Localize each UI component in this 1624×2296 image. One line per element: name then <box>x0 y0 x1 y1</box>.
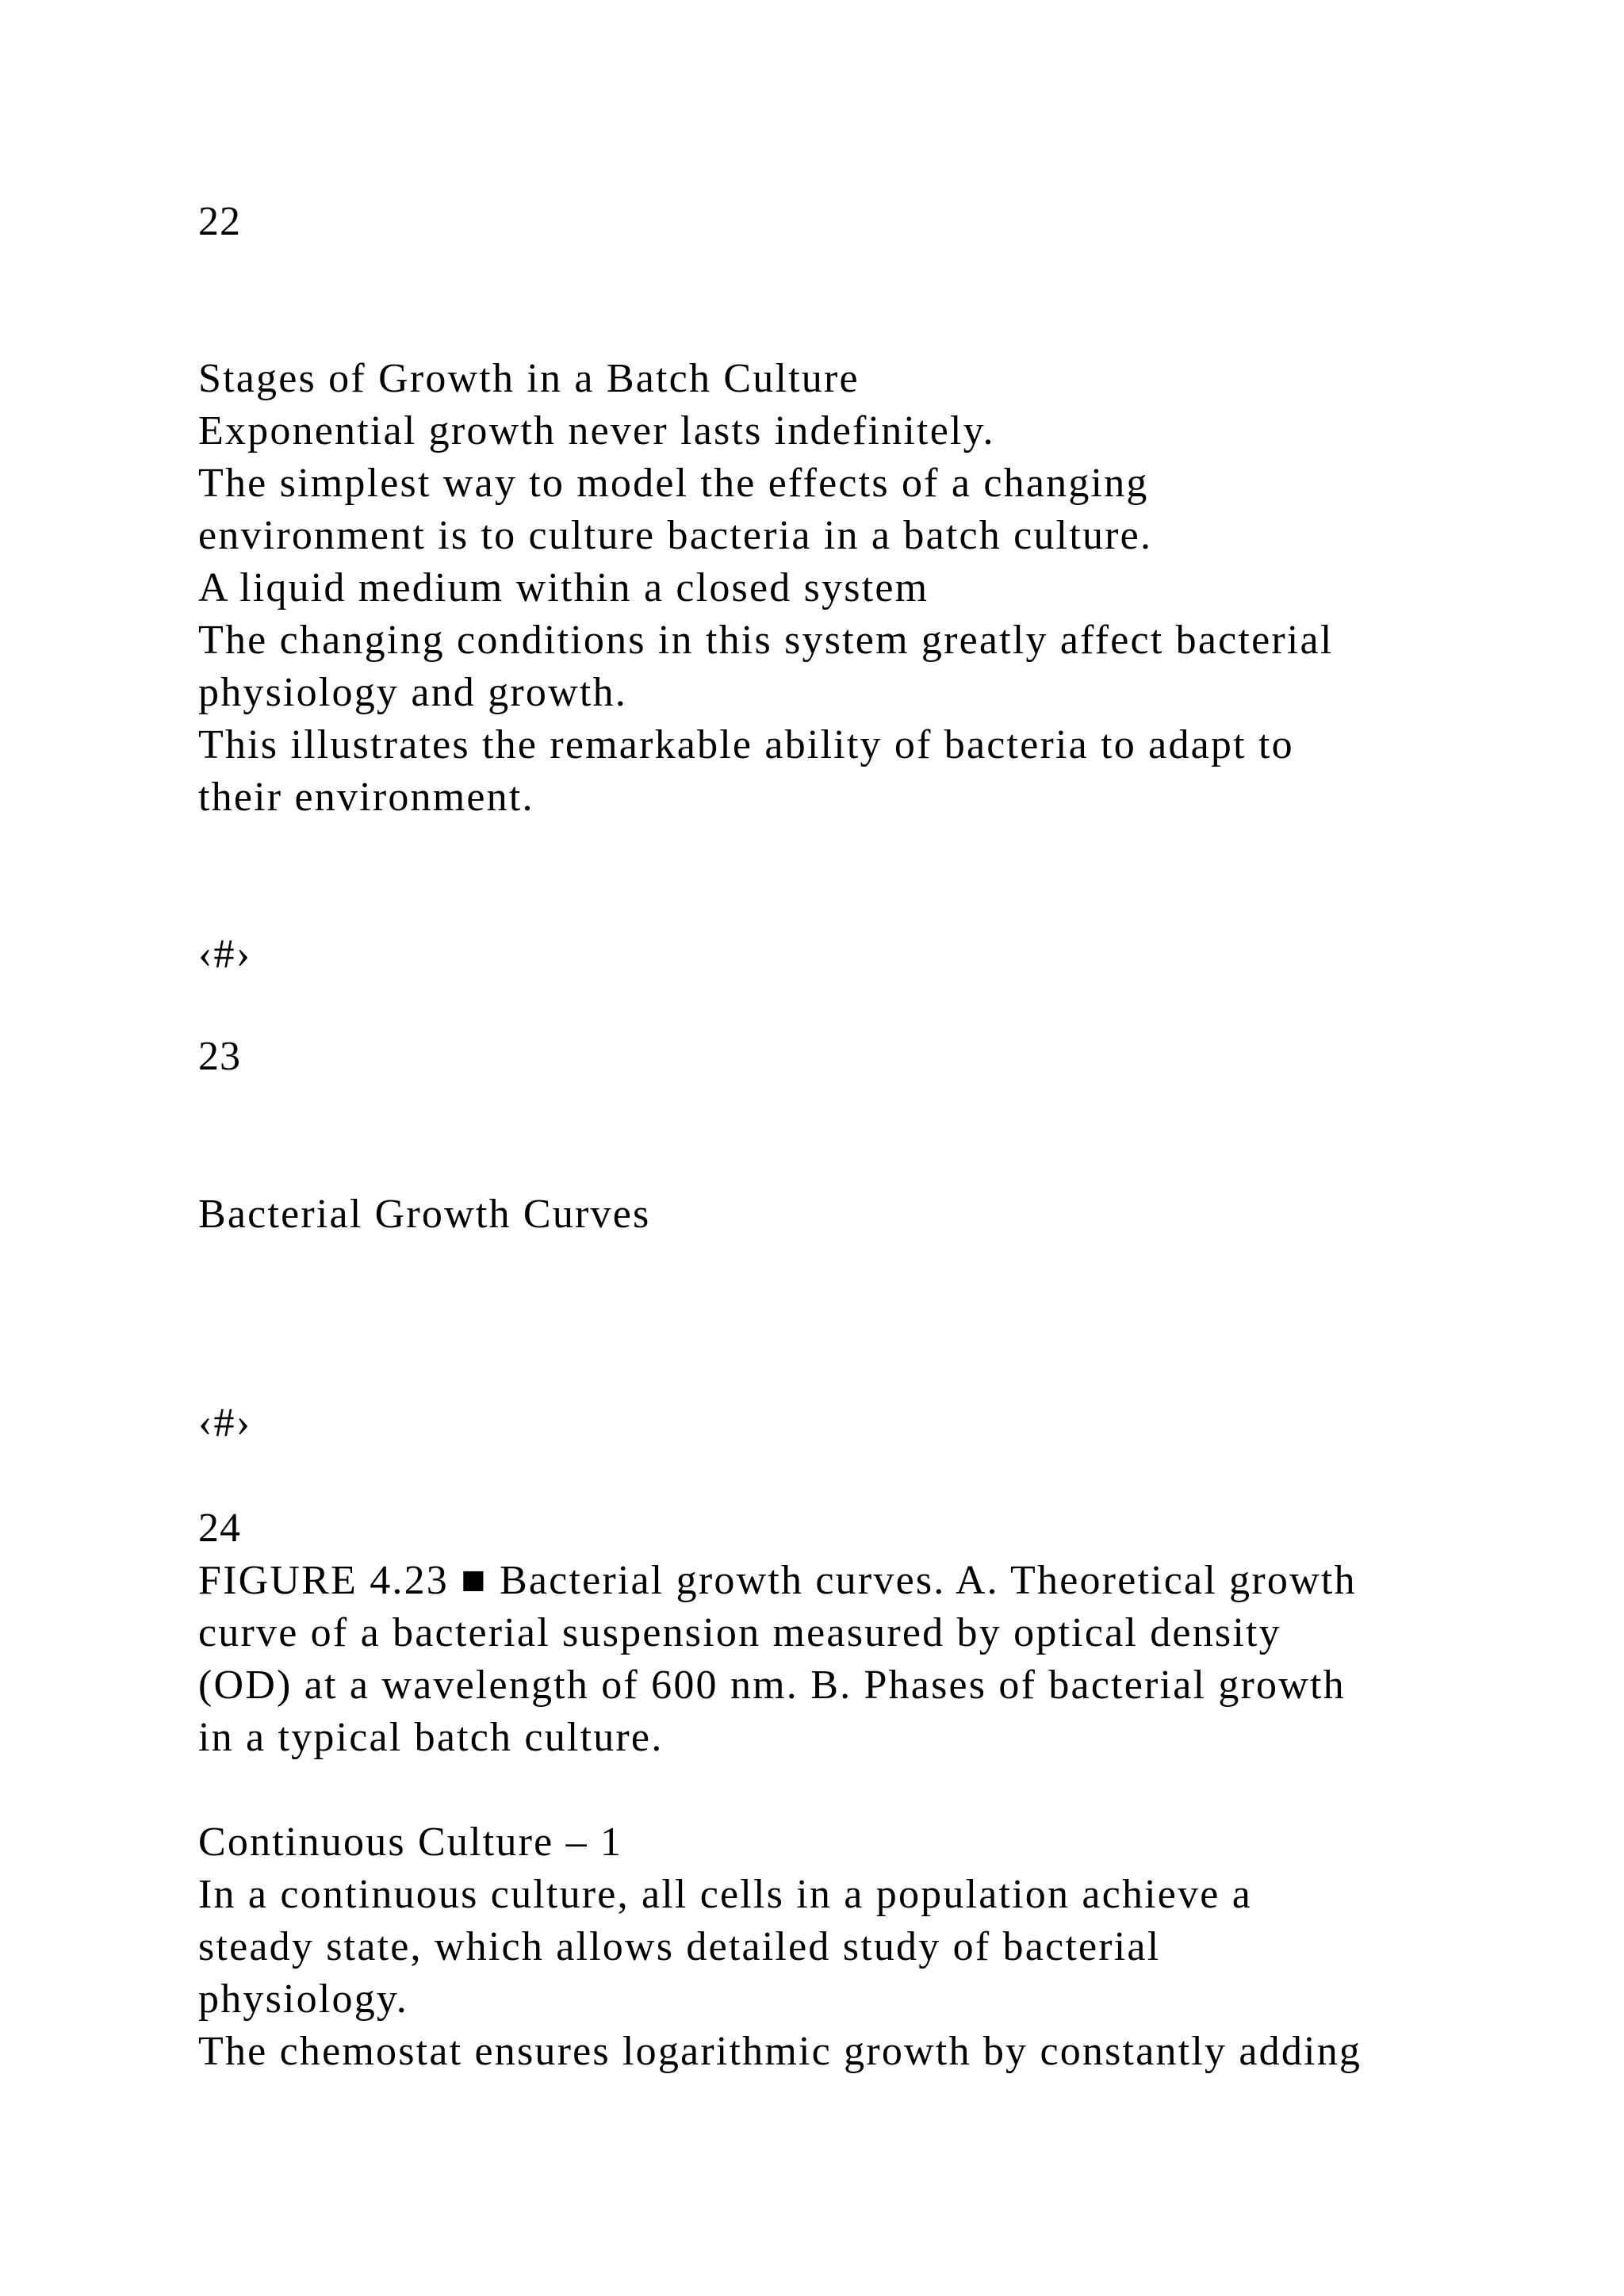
figure-caption-line: (OD) at a wavelength of 600 nm. B. Phases of bacterial growth <box>198 1663 1346 1708</box>
text-line: This illustrates the remarkable ability of bacteria to adapt to <box>198 722 1294 767</box>
slide-number-placeholder: ‹#› <box>198 932 252 977</box>
figure-caption-line: curve of a bacterial suspension measured by optical density <box>198 1610 1281 1655</box>
text-line: physiology and growth. <box>198 670 627 715</box>
slide-number-placeholder: ‹#› <box>198 1400 252 1445</box>
text-line: The chemostat ensures logarithmic growth by constantly adding <box>198 2029 1362 2074</box>
text-line: The changing conditions in this system greatly affect bacterial <box>198 618 1334 663</box>
text-line: physiology. <box>198 1976 408 2022</box>
text-line: Exponential growth never lasts indefinitely. <box>198 408 995 453</box>
text-line: In a continuous culture, all cells in a population achieve a <box>198 1872 1253 1917</box>
text-line: steady state, which allows detailed study of bacterial <box>198 1924 1161 1969</box>
page-number-23: 23 <box>198 1034 241 1079</box>
text-line: The simplest way to model the effects of a changing <box>198 461 1149 506</box>
page-number-22: 22 <box>198 199 241 244</box>
slide-title-growth-curves: Bacterial Growth Curves <box>198 1192 651 1237</box>
figure-caption-line: in a typical batch culture. <box>198 1715 664 1760</box>
slide-title-continuous-culture: Continuous Culture – 1 <box>198 1820 623 1865</box>
slide-title-stages-of-growth: Stages of Growth in a Batch Culture <box>198 356 860 401</box>
text-line: A liquid medium within a closed system <box>198 565 929 610</box>
figure-caption-line: FIGURE 4.23 ■ Bacterial growth curves. A. Theoretical growth <box>198 1558 1357 1603</box>
page-number-24: 24 <box>198 1506 241 1551</box>
text-line: environment is to culture bacteria in a batch culture. <box>198 513 1153 558</box>
text-line: their environment. <box>198 775 534 820</box>
